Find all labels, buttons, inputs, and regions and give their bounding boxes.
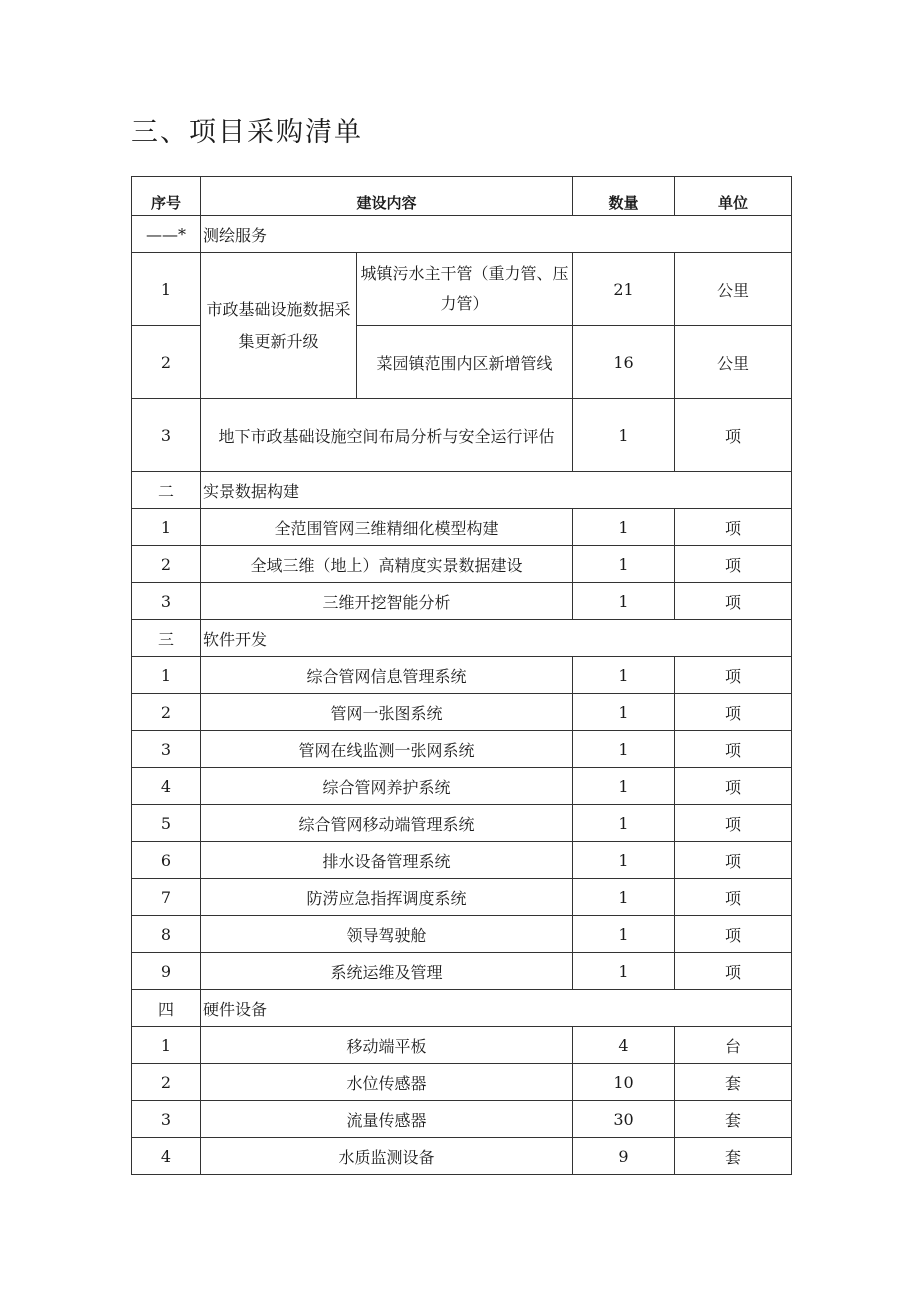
table-row — [132, 842, 792, 879]
row-unit: 项 — [675, 509, 792, 546]
row-content: 综合管网养护系统 — [201, 768, 573, 805]
row-unit: 套 — [675, 1138, 792, 1175]
row-qty: 1 — [573, 546, 675, 583]
procurement-table — [131, 176, 792, 1175]
row-unit: 项 — [675, 546, 792, 583]
row-unit: 项 — [675, 842, 792, 879]
row-unit: 套 — [675, 1064, 792, 1101]
row-content: 管网在线监测一张网系统 — [201, 731, 573, 768]
table-row — [132, 694, 792, 731]
row-qty: 1 — [573, 916, 675, 953]
group-label-text: 市政基础设施数据采集更新升级 — [206, 299, 351, 351]
row-content: 管网一张图系统 — [201, 694, 573, 731]
row-unit: 项 — [675, 399, 792, 472]
header-qty: 数量 — [573, 177, 675, 216]
section-no: 二 — [132, 472, 201, 509]
section-no: ——* — [132, 216, 201, 253]
row-qty: 1 — [573, 583, 675, 620]
row-qty: 10 — [573, 1064, 675, 1101]
row-content: 综合管网移动端管理系统 — [201, 805, 573, 842]
table-row — [132, 1064, 792, 1101]
row-no: 6 — [132, 842, 201, 879]
section-row — [132, 620, 792, 657]
row-unit: 台 — [675, 1027, 792, 1064]
row-unit: 项 — [675, 694, 792, 731]
row-unit: 项 — [675, 953, 792, 990]
row-no: 4 — [132, 1138, 201, 1175]
row-content: 三维开挖智能分析 — [201, 583, 573, 620]
page-title: 三、项目采购清单 — [131, 117, 363, 148]
row-unit: 套 — [675, 1101, 792, 1138]
row-no: 2 — [132, 326, 201, 399]
row-content: 移动端平板 — [201, 1027, 573, 1064]
row-qty: 1 — [573, 768, 675, 805]
row-content: 排水设备管理系统 — [201, 842, 573, 879]
row-no: 5 — [132, 805, 201, 842]
header-content: 建设内容 — [201, 177, 573, 216]
table-row — [132, 879, 792, 916]
row-no: 1 — [132, 253, 201, 326]
row-qty: 1 — [573, 953, 675, 990]
row-content: 防涝应急指挥调度系统 — [201, 879, 573, 916]
row-content: 菜园镇范围内区新增管线 — [357, 326, 573, 399]
section-row — [132, 216, 792, 253]
row-content: 水质监测设备 — [201, 1138, 573, 1175]
row-no: 7 — [132, 879, 201, 916]
table-row — [132, 583, 792, 620]
row-content: 领导驾驶舱 — [201, 916, 573, 953]
row-qty: 1 — [573, 731, 675, 768]
row-content: 综合管网信息管理系统 — [201, 657, 573, 694]
row-no: 3 — [132, 1101, 201, 1138]
table-header-row — [132, 177, 792, 216]
table-row — [132, 768, 792, 805]
section-no: 三 — [132, 620, 201, 657]
row-qty: 21 — [573, 253, 675, 326]
table-row — [132, 916, 792, 953]
row-unit: 项 — [675, 879, 792, 916]
row-qty: 9 — [573, 1138, 675, 1175]
section-row — [132, 472, 792, 509]
table-row — [132, 1138, 792, 1175]
section-no: 四 — [132, 990, 201, 1027]
row-no: 3 — [132, 399, 201, 472]
table-row — [132, 953, 792, 990]
section-name: 软件开发 — [201, 620, 792, 657]
row-unit: 项 — [675, 583, 792, 620]
row-qty: 16 — [573, 326, 675, 399]
row-no: 9 — [132, 953, 201, 990]
row-no: 1 — [132, 509, 201, 546]
row-no: 3 — [132, 583, 201, 620]
row-content-text: 城镇污水主干管（重力管、压力管） — [360, 264, 569, 313]
table-row — [132, 253, 792, 326]
row-unit: 项 — [675, 916, 792, 953]
row-unit: 公里 — [675, 326, 792, 399]
row-content: 地下市政基础设施空间布局分析与安全运行评估 — [201, 399, 573, 472]
row-unit: 项 — [675, 657, 792, 694]
table-row — [132, 1101, 792, 1138]
table-row — [132, 509, 792, 546]
row-qty: 4 — [573, 1027, 675, 1064]
row-unit: 项 — [675, 731, 792, 768]
table-row — [132, 657, 792, 694]
table-row — [132, 546, 792, 583]
row-no: 1 — [132, 657, 201, 694]
row-content: 流量传感器 — [201, 1101, 573, 1138]
row-no: 3 — [132, 731, 201, 768]
header-no: 序号 — [132, 177, 201, 216]
row-no: 2 — [132, 694, 201, 731]
row-qty: 1 — [573, 509, 675, 546]
table-row — [132, 805, 792, 842]
section-name: 实景数据构建 — [201, 472, 792, 509]
row-no: 8 — [132, 916, 201, 953]
row-unit: 公里 — [675, 253, 792, 326]
row-group-label — [201, 253, 357, 399]
row-no: 2 — [132, 1064, 201, 1101]
row-content — [357, 253, 573, 326]
row-content: 系统运维及管理 — [201, 953, 573, 990]
row-qty: 1 — [573, 399, 675, 472]
row-qty: 1 — [573, 842, 675, 879]
row-qty: 30 — [573, 1101, 675, 1138]
row-no: 2 — [132, 546, 201, 583]
row-no: 1 — [132, 1027, 201, 1064]
header-unit: 单位 — [675, 177, 792, 216]
row-qty: 1 — [573, 657, 675, 694]
table-row — [132, 399, 792, 472]
row-unit: 项 — [675, 805, 792, 842]
row-no: 4 — [132, 768, 201, 805]
table-row — [132, 1027, 792, 1064]
row-content: 全域三维（地上）高精度实景数据建设 — [201, 546, 573, 583]
table-row — [132, 731, 792, 768]
row-qty: 1 — [573, 694, 675, 731]
row-content: 全范围管网三维精细化模型构建 — [201, 509, 573, 546]
row-qty: 1 — [573, 805, 675, 842]
row-qty: 1 — [573, 879, 675, 916]
section-name: 测绘服务 — [201, 216, 792, 253]
row-content: 水位传感器 — [201, 1064, 573, 1101]
section-name: 硬件设备 — [201, 990, 792, 1027]
row-unit: 项 — [675, 768, 792, 805]
section-row — [132, 990, 792, 1027]
